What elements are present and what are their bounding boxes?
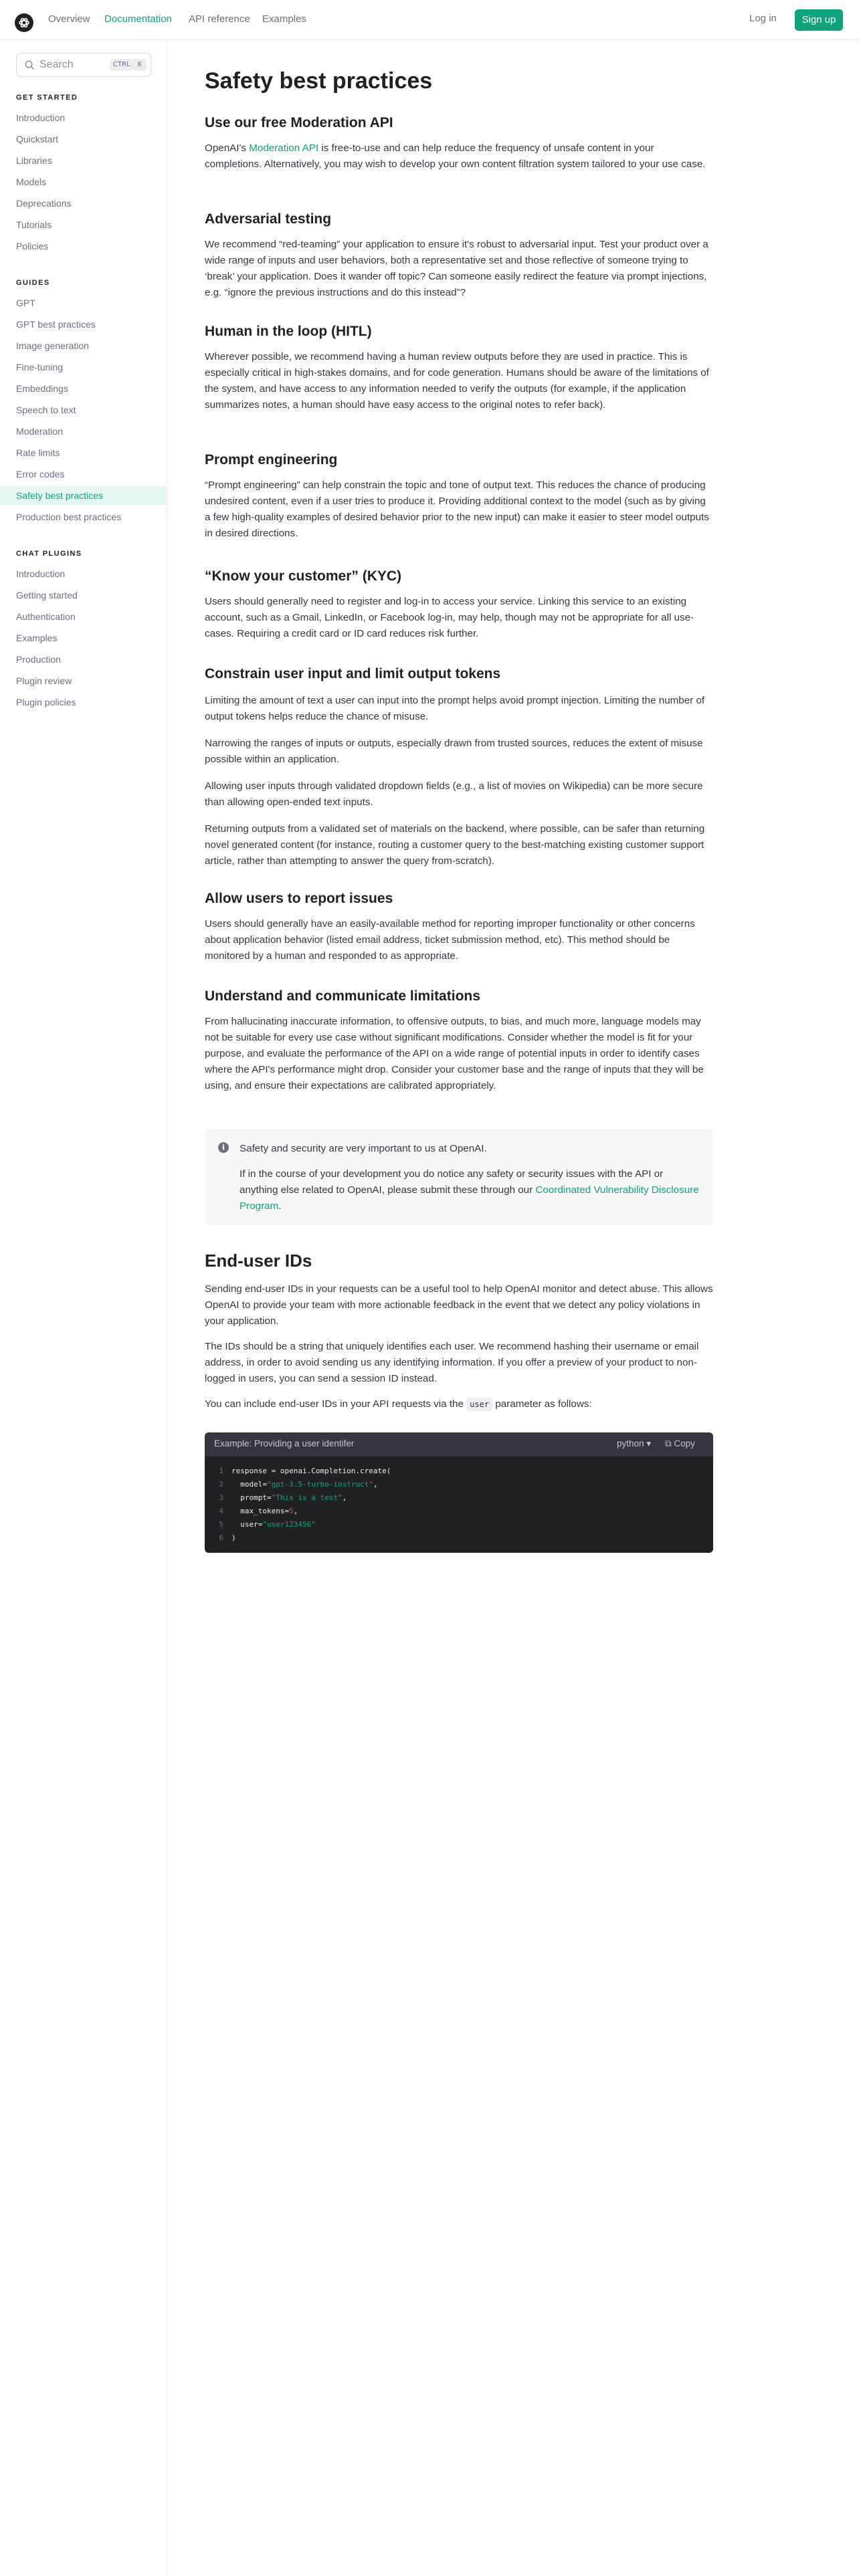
code-token: max_tokens=	[231, 1507, 290, 1515]
sidebar-item-examples[interactable]: Examples	[16, 633, 58, 643]
callout-body	[240, 1166, 700, 1214]
code-text	[231, 1491, 347, 1505]
code-line	[205, 1478, 713, 1491]
code-lines	[205, 1465, 713, 1545]
language-select[interactable]	[617, 1438, 651, 1449]
code-line	[205, 1491, 713, 1505]
sidebar-item-production[interactable]: Production	[16, 654, 61, 665]
sidebar-item-introduction[interactable]: Introduction	[16, 112, 66, 123]
line-number: 6	[219, 1533, 223, 1542]
code-token: )	[231, 1533, 236, 1542]
code-token: ,	[342, 1493, 347, 1502]
search-icon	[25, 60, 35, 70]
line-number: 2	[219, 1480, 223, 1489]
text: parameter as follows:	[492, 1398, 592, 1410]
search-placeholder: Search	[39, 59, 74, 70]
paragraph-constrain-3: Allowing user inputs through validated dropdown fields (e.g., a list of movies on Wikipedia) can be more secure than allowing open-ended text inputs.	[205, 780, 703, 808]
sidebar-item-quickstart[interactable]: Quickstart	[16, 134, 59, 144]
paragraph-hitl: Wherever possible, we recommend having a human review outputs before they are used in practice. This is especially critical in high-stakes domains, and for code generation. Humans should be aware of the limitations of the system, and have access to any information needed to verify the outputs (for example, if the application summarizes notes, a human should have easy access to the original notes to refer back).	[205, 351, 709, 411]
code-token: response = openai.Completion.create(	[231, 1467, 391, 1475]
copy-label: Copy	[674, 1438, 695, 1448]
code-token: ,	[373, 1480, 378, 1489]
copy-button[interactable]	[665, 1438, 695, 1449]
code-example	[205, 1432, 713, 1553]
line-number: 4	[219, 1507, 223, 1515]
text: You can include end-user IDs in your API requests via the	[205, 1398, 467, 1410]
paragraph-constrain-4: Returning outputs from a validated set of materials on the backend, where possible, can be safer than returning novel generated content (for instance, routing a customer query to the best-matching existing customer support article, rather than attempting to answer the query from-scratch).	[205, 823, 705, 867]
code-number: 5	[289, 1507, 294, 1515]
code-token: model=	[231, 1480, 267, 1489]
paragraph-end-user-2: The IDs should be a string that uniquely identifies each user. We recommend hashing their username or email address, in order to avoid sending us any identifying information. If you offer a preview of your product to non-logged in users, you can send a session ID instead.	[205, 1341, 699, 1384]
sidebar-item-fine-tuning[interactable]: Fine-tuning	[16, 362, 64, 372]
sidebar-item-embeddings[interactable]: Embeddings	[16, 383, 68, 394]
paragraph-end-user-3	[205, 1396, 713, 1412]
openai-logo-icon[interactable]	[15, 13, 33, 32]
code-token: user=	[231, 1520, 263, 1529]
sidebar-item-plugins-introduction[interactable]: Introduction	[16, 568, 66, 579]
paragraph-end-user-1: Sending end-user IDs in your requests can be a useful tool to help OpenAI monitor and detect abuse. This allows OpenAI to provide your team with more actionable feedback in the event that we detect any policy violations in your application.	[205, 1283, 713, 1327]
shortcut-k-key: K	[133, 59, 147, 71]
text: If in the course of your development you do notice any safety or security issues with the API or anything else related to OpenAI, please submit these through our	[240, 1168, 664, 1196]
code-string: "user123456"	[262, 1520, 316, 1529]
sidebar-item-gpt[interactable]: GPT	[16, 298, 35, 308]
line-number: 1	[219, 1467, 223, 1475]
sidebar-item-production-best-practices[interactable]: Production best practices	[16, 512, 122, 522]
heading-adversarial-testing: Adversarial testing	[205, 211, 332, 227]
chevron-down-icon: ▾	[646, 1438, 652, 1448]
paragraph-moderation-api	[205, 140, 713, 173]
vulnerability-disclosure-link[interactable]: Coordinated Vulnerability Disclosure Program	[240, 1184, 699, 1212]
heading-hitl: Human in the loop (HITL)	[205, 324, 372, 339]
sidebar-item-models[interactable]: Models	[16, 177, 47, 187]
text: OpenAI's	[205, 142, 250, 154]
sidebar-item-libraries[interactable]: Libraries	[16, 155, 52, 166]
heading-moderation-api: Use our free Moderation API	[205, 115, 393, 130]
sidebar-item-rate-limits[interactable]: Rate limits	[16, 447, 60, 458]
code-text	[231, 1505, 298, 1518]
paragraph-prompt-engineering: “Prompt engineering” can help constrain the topic and tone of output text. This reduces the chance of producing undesired content, even if a user tries to produce it. Providing additional context to the model (such as by giving a few high-quality examples of desired behavior prior to the new input) can make it easier to steer model outputs in desired directions.	[205, 479, 709, 539]
heading-limitations: Understand and communicate limitations	[205, 988, 480, 1004]
code-line	[205, 1505, 713, 1518]
sidebar-item-policies[interactable]: Policies	[16, 241, 49, 251]
sidebar-item-speech-to-text[interactable]: Speech to text	[16, 405, 76, 415]
paragraph-constrain-1: Limiting the amount of text a user can input into the prompt helps avoid prompt injection. Limiting the number of output tokens helps reduce the chance of misuse.	[205, 695, 705, 722]
sidebar-item-plugin-policies[interactable]: Plugin policies	[16, 697, 76, 708]
copy-icon: ⧉	[665, 1438, 672, 1448]
code-line	[205, 1531, 713, 1545]
line-number: 3	[219, 1493, 223, 1502]
code-title: Example: Providing a user identifer	[214, 1438, 355, 1448]
heading-report-issues: Allow users to report issues	[205, 891, 393, 906]
section-title-chat-plugins: CHAT PLUGINS	[16, 550, 82, 558]
signup-button[interactable]: Sign up	[795, 9, 843, 31]
sidebar-item-moderation[interactable]: Moderation	[16, 426, 64, 437]
safety-callout	[205, 1129, 713, 1225]
code-string: "gpt-3.5-turbo-instruct"	[266, 1480, 373, 1489]
heading-prompt-engineering: Prompt engineering	[205, 452, 338, 467]
callout-title: Safety and security are very important to us at OpenAI.	[240, 1143, 487, 1154]
code-string: "This is a test"	[271, 1493, 343, 1502]
shortcut-ctrl-key: CTRL	[110, 59, 133, 71]
sidebar-item-error-codes[interactable]: Error codes	[16, 469, 65, 479]
code-text	[231, 1518, 316, 1531]
paragraph-adversarial-testing: We recommend “red-teaming” your application to ensure it's robust to adversarial input. Test your product over a wide range of inputs and user behaviors, both a representative set and those reflective of someone trying to ‘break’ your application. Does it wander off topic? Can someone easily redirect the feature via prompt injections, e.g. “ignore the previous instructions and do this instead”?	[205, 239, 708, 298]
language-label: python	[617, 1438, 644, 1448]
top-nav	[0, 0, 859, 40]
nav-examples[interactable]: Examples	[262, 13, 306, 25]
heading-kyc: “Know your customer” (KYC)	[205, 568, 402, 584]
paragraph-kyc: Users should generally need to register and log-in to access your service. Linking this service to an existing account, such as a Gmail, LinkedIn, or Facebook log-in, may help, though may not be appropriate for all use-cases. Requiring a credit card or ID card reduces risk further.	[205, 596, 694, 639]
paragraph-constrain-2: Narrowing the ranges of inputs or outputs, especially drawn from trusted sources, reduces the extent of misuse possible within an application.	[205, 738, 703, 765]
heading-end-user-ids: End-user IDs	[205, 1251, 312, 1271]
moderation-api-link[interactable]: Moderation API	[249, 142, 319, 154]
sidebar-item-plugin-review[interactable]: Plugin review	[16, 675, 72, 686]
code-line	[205, 1465, 713, 1478]
sidebar-item-deprecations[interactable]: Deprecations	[16, 198, 72, 209]
sidebar-item-tutorials[interactable]: Tutorials	[16, 219, 52, 230]
info-icon: i	[218, 1142, 229, 1153]
line-number: 5	[219, 1520, 223, 1529]
code-text	[231, 1478, 378, 1491]
code-header	[205, 1432, 713, 1457]
nav-documentation[interactable]: Documentation	[104, 13, 172, 25]
paragraph-report-issues: Users should generally have an easily-available method for reporting improper functionality or other concerns about application behavior (listed email address, ticket submission method, etc). This method should be monitored by a human and responded to as appropriate.	[205, 918, 695, 962]
sidebar-item-gpt-best-practices[interactable]: GPT best practices	[16, 319, 96, 330]
code-line	[205, 1518, 713, 1531]
nav-api-reference[interactable]: API reference	[189, 13, 250, 25]
sidebar	[0, 40, 167, 2576]
sidebar-item-getting-started[interactable]: Getting started	[16, 590, 78, 601]
login-button[interactable]: Log in	[749, 13, 777, 24]
sidebar-item-authentication[interactable]: Authentication	[16, 611, 76, 622]
code-token: ,	[293, 1507, 298, 1515]
code-token: prompt=	[231, 1493, 272, 1502]
sidebar-item-safety-best-practices[interactable]: Safety best practices	[0, 486, 166, 505]
section-title-guides: GUIDES	[16, 279, 50, 287]
search-input[interactable]	[16, 53, 151, 77]
inline-code-user: user	[466, 1398, 492, 1411]
sidebar-item-image-generation[interactable]: Image generation	[16, 340, 89, 351]
page-title: Safety best practices	[205, 68, 433, 94]
paragraph-limitations: From hallucinating inaccurate information, to offensive outputs, to bias, and much more, language models may not be suitable for every use case without significant modifications. Consider whether the model is fit for your purpose, and evaluate the performance of the API on a wide range of potential inputs in order to identify cases where the API's performance might drop. Consider your customer base and the range of inputs that they will be using, and ensure their expectations are calibrated appropriately.	[205, 1016, 704, 1091]
section-title-get-started: GET STARTED	[16, 94, 78, 102]
code-text	[231, 1531, 236, 1545]
code-text	[231, 1465, 391, 1478]
text: .	[278, 1200, 282, 1212]
text: is free-to-use and can help reduce the frequency of unsafe content in your completions. Alternatively, you may wish to develop your own content filtration system tailored to your use case.	[205, 142, 706, 170]
nav-overview[interactable]: Overview	[48, 13, 90, 25]
heading-constrain-input: Constrain user input and limit output tokens	[205, 666, 501, 681]
